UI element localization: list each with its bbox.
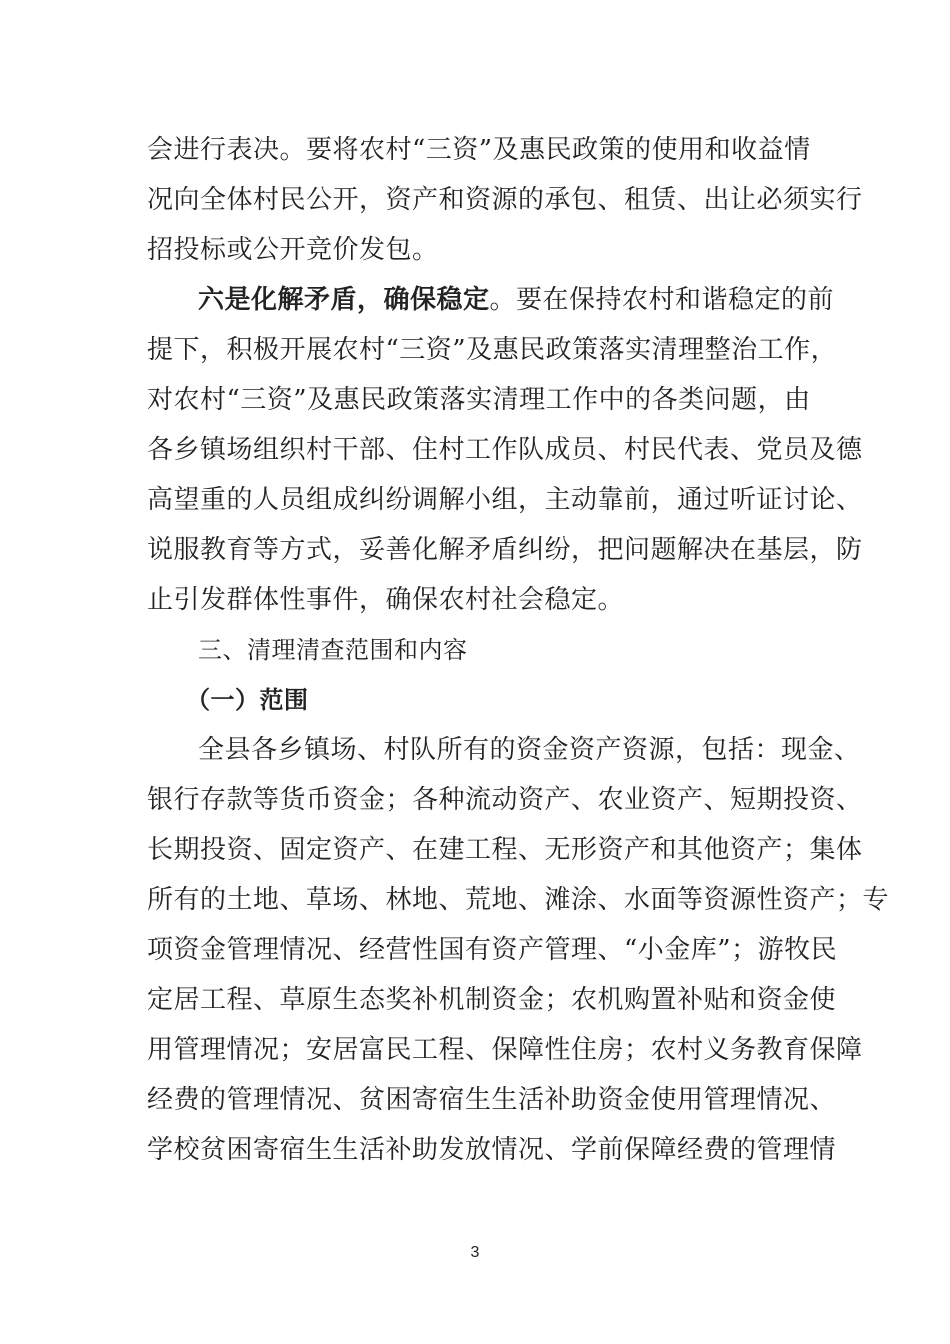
paragraph-line: 各乡镇场组织村干部、住村工作队成员、村民代表、党员及德 bbox=[147, 435, 863, 465]
paragraph-line: 提下，积极开展农村“三资”及惠民政策落实清理整治工作， bbox=[147, 335, 838, 365]
paragraph-line: 会进行表决。要将农村“三资”及惠民政策的使用和收益情 bbox=[147, 135, 811, 165]
paragraph-line: 银行存款等货币资金；各种流动资产、农业资产、短期投资、 bbox=[147, 785, 863, 815]
paragraph-line: 用管理情况；安居富民工程、保障性住房；农村义务教育保障 bbox=[147, 1035, 863, 1065]
paragraph-line: 定居工程、草原生态奖补机制资金；农机购置补贴和资金使 bbox=[147, 985, 837, 1015]
paragraph-line-first bbox=[198, 284, 835, 316]
sub-heading: （一）范围 bbox=[186, 686, 309, 714]
paragraph-text: 。要在保持农村和谐稳定的前 bbox=[489, 285, 835, 315]
paragraph-line: 经费的管理情况、贫困寄宿生生活补助资金使用管理情况、 bbox=[147, 1085, 837, 1115]
paragraph-line: 对农村“三资”及惠民政策落实清理工作中的各类问题，由 bbox=[147, 385, 811, 415]
paragraph-line: 说服教育等方式，妥善化解矛盾纠纷，把问题解决在基层，防 bbox=[147, 535, 863, 565]
page-number: 3 bbox=[470, 1244, 480, 1261]
paragraph-line: 止引发群体性事件，确保农村社会稳定。 bbox=[147, 585, 625, 615]
paragraph-line: 项资金管理情况、经营性国有资产管理、“小金库”；游牧民 bbox=[147, 935, 838, 965]
paragraph-line: 全县各乡镇场、村队所有的资金资产资源，包括：现金、 bbox=[198, 735, 861, 765]
section-heading: 三、清理清查范围和内容 bbox=[198, 636, 468, 664]
paragraph-line: 招投标或公开竞价发包。 bbox=[147, 235, 439, 265]
paragraph-line: 长期投资、固定资产、在建工程、无形资产和其他资产；集体 bbox=[147, 835, 863, 865]
paragraph-line: 所有的土地、草场、林地、荒地、滩涂、水面等资源性资产；专 bbox=[147, 885, 890, 915]
paragraph-line: 学校贫困寄宿生生活补助发放情况、学前保障经费的管理情 bbox=[147, 1135, 837, 1165]
inline-bold-heading: 六是化解矛盾，确保稳定 bbox=[198, 285, 490, 315]
paragraph-line: 高望重的人员组成纠纷调解小组，主动靠前，通过听证讨论、 bbox=[147, 485, 863, 515]
paragraph-line: 况向全体村民公开，资产和资源的承包、租赁、出让必须实行 bbox=[147, 185, 863, 215]
